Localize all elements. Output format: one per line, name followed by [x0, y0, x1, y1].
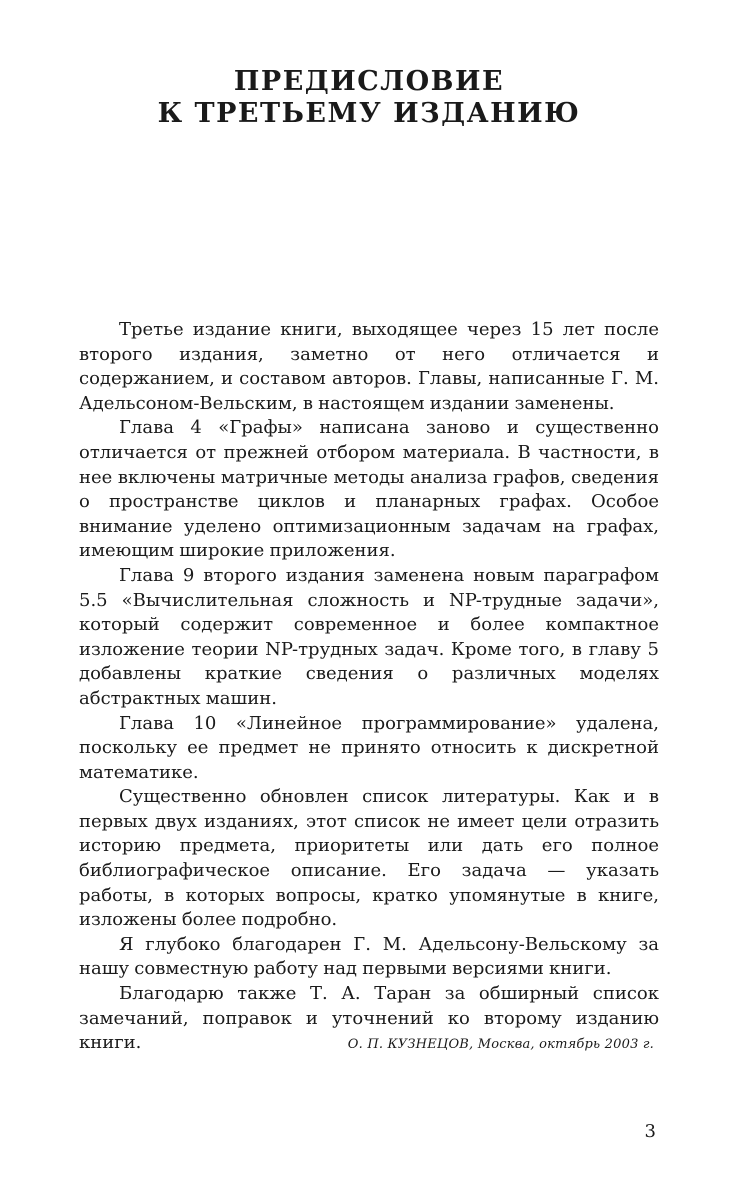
paragraph: Глава 9 второго издания заменена новым параграфом 5.5 «Вычислительная сложность и NP-трудные задачи», который содержит современное и более компактное изложение теории NP-трудных задач. Кроме того, в главу 5 добавлены краткие сведения о различных моделях абстрактных машин.: [79, 564, 659, 709]
paragraph: Глава 4 «Графы» написана заново и существенно отличается от прежней отбором материала. В частности, в нее включены матричные методы анализа графов, сведения о пространстве циклов и планарных графах. Особое внимание уделено оптимизационным задачам на графах, имеющим широкие приложения.: [79, 417, 659, 562]
paragraph: Третье издание книги, выходящее через 15 лет после второго издания, заметно от него отличается и содержанием, и составом авторов. Главы, написанные Г. М. Адельсоном-Вельским, в настоящем издании заменены.: [79, 319, 659, 414]
paragraph: Благодарю также Т. А. Таран за обширный список замечаний, поправок и уточнений ко второму изданию книги.: [79, 983, 659, 1054]
paragraph: Я глубоко благодарен Г. М. Адельсону-Вельскому за нашу совместную работу над первыми версиями книги.: [79, 933, 659, 980]
page-title: [0, 66, 738, 130]
title-line-1: ПРЕДИСЛОВИЕ: [233, 66, 505, 97]
paragraph: Глава 10 «Линейное программирование» удалена, поскольку ее предмет не принято относить к дискретной математике.: [79, 712, 659, 783]
title-line-2: К ТРЕТЬЕМУ ИЗДАНИЮ: [157, 98, 581, 129]
preface-body: [79, 318, 659, 1056]
author-signature: О. П. КУЗНЕЦОВ, Москва, октябрь 2003 г.: [347, 1037, 654, 1052]
page-number: 3: [644, 1121, 656, 1142]
paragraph: Существенно обновлен список литературы. Как и в первых двух изданиях, этот список не имеет цели отразить историю предмета, приоритеты или дать его полное библиографическое описание. Его задача — указать работы, в которых вопросы, кратко упомянутые в книге, изложены более подробно.: [79, 786, 659, 931]
